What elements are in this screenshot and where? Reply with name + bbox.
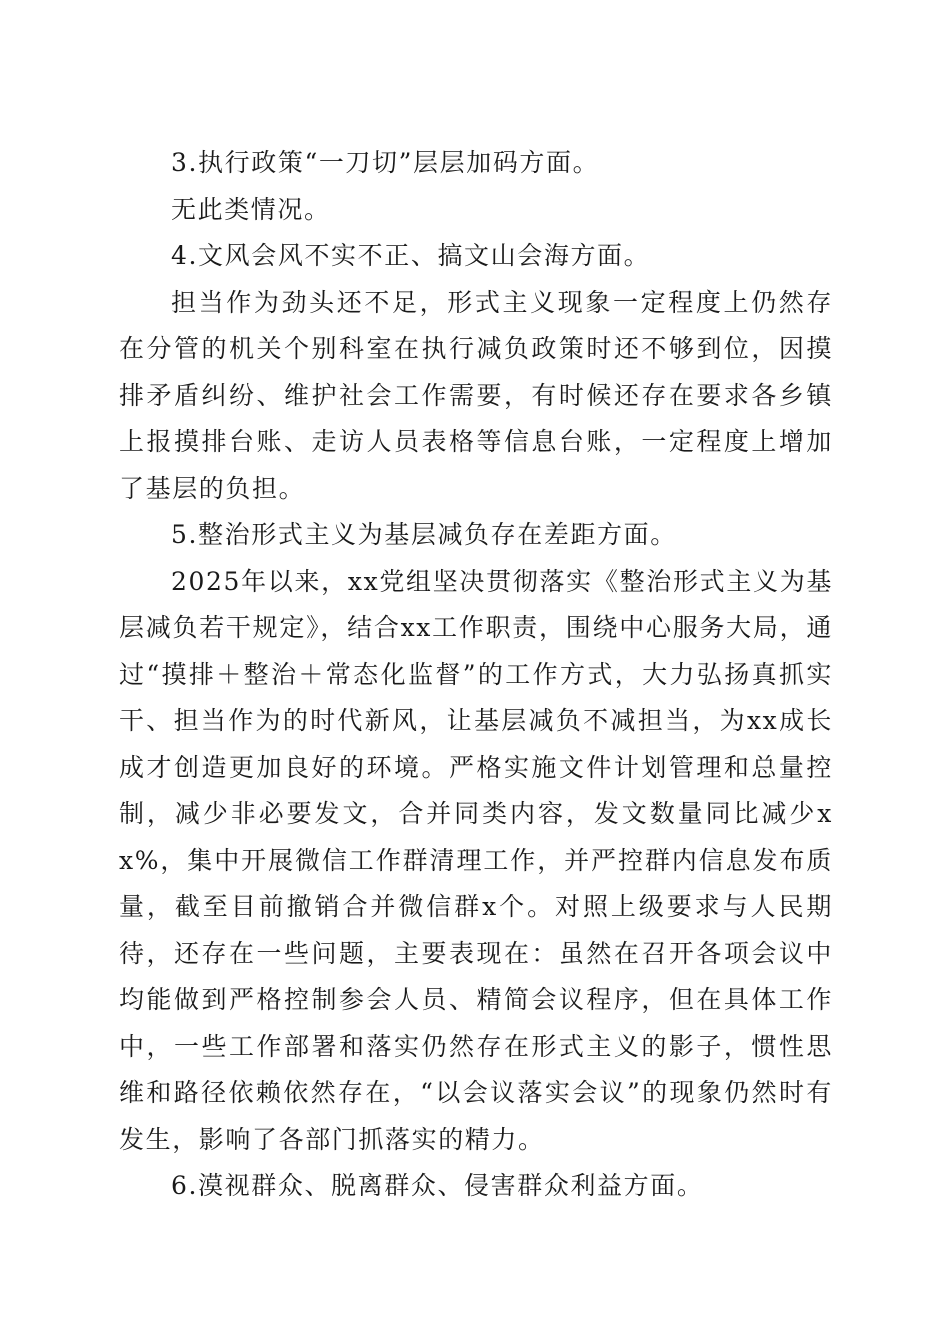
section-heading-5: 5.整治形式主义为基层减负存在差距方面。	[171, 520, 677, 549]
section-heading-6: 6.漠视群众、脱离群众、侵害群众利益方面。	[171, 1171, 704, 1200]
body-paragraph: 担当作为劲头还不足，形式主义现象一定程度上仍然存在分管的机关个别科室在执行减负政策时还不够到位，因摸排矛盾纠纷、维护社会工作需要，有时候还存在要求各乡镇上报摸排台账、走访人员表格等信息台账，一定程度上增加了基层的负担。	[119, 287, 833, 503]
document-body	[119, 140, 833, 1210]
body-paragraph: 无此类情况。	[171, 194, 331, 224]
body-paragraph: 2025年以来，xx党组坚决贯彻落实《整治形式主义为基层减负若干规定》，结合xx工作职责，围绕中心服务大局，通过“摸排＋整治＋常态化监督”的工作方式，大力弘扬真抓实干、担当作为的时代新风，让基层减负不减担当，为xx成长成才创造更加良好的环境。严格实施文件计划管理和总量控制，减少非必要发文，合并同类内容，发文数量同比减少xx%，集中开展微信工作群清理工作，并严控群内信息发布质量，截至目前撤销合并微信群x个。对照上级要求与人民期待，还存在一些问题，主要表现在：虽然在召开各项会议中均能做到严格控制参会人员、精简会议程序，但在具体工作中，一些工作部署和落实仍然存在形式主义的影子，惯性思维和路径依赖依然存在，“以会议落实会议”的现象仍然时有发生，影响了各部门抓落实的精力。	[119, 566, 833, 1154]
section-heading-4: 4.文风会风不实不正、搞文山会海方面。	[171, 241, 651, 270]
section-heading-3: 3.执行政策“一刀切”层层加码方面。	[171, 148, 600, 177]
